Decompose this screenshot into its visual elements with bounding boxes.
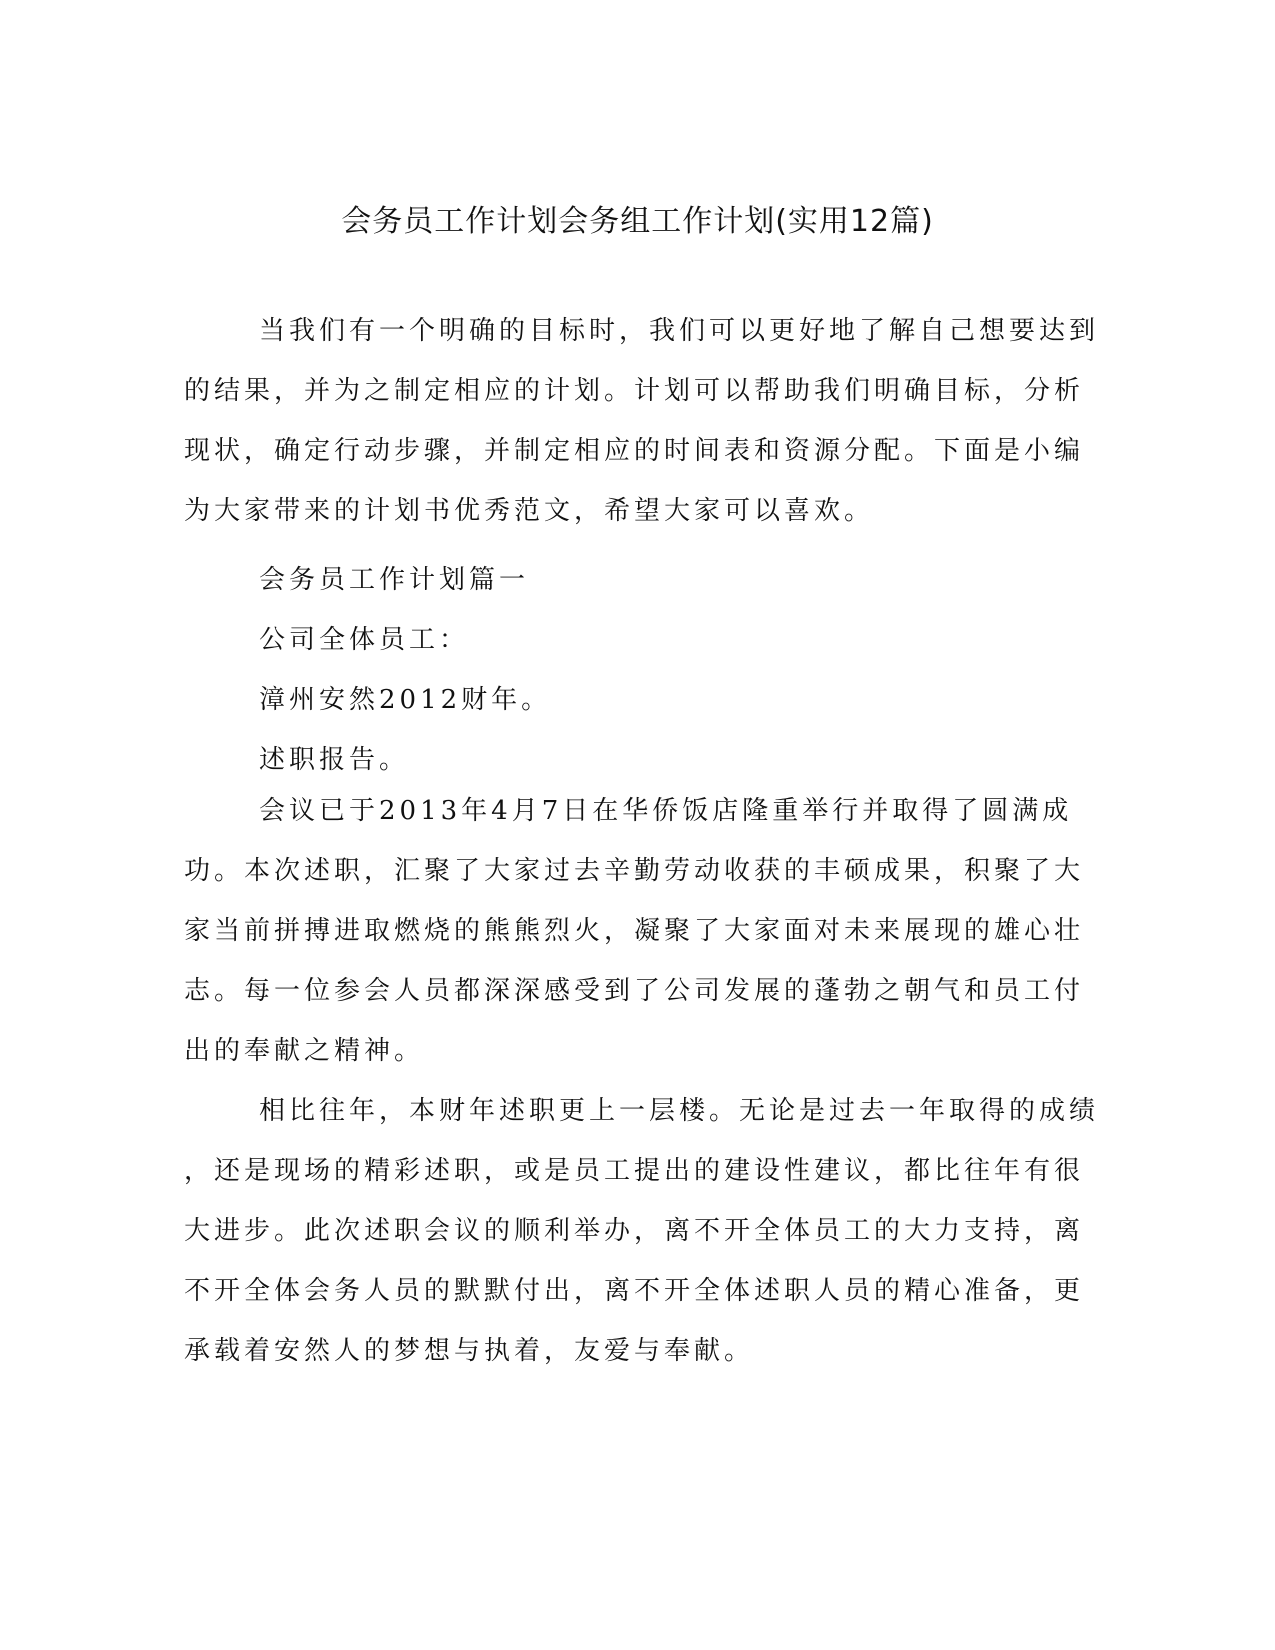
paragraph-line: 家当前拼搏进取燃烧的熊熊烈火，凝聚了大家面对未来展现的雄心壮 [184, 916, 1085, 946]
paragraph-intro [184, 310, 1100, 550]
paragraph-line: 的结果，并为之制定相应的计划。计划可以帮助我们明确目标，分析 [184, 376, 1085, 406]
paragraph-comparison [184, 1090, 1100, 1390]
paragraph-line: 大进步。此次述职会议的顺利举办，离不开全体员工的大力支持，离 [184, 1216, 1085, 1246]
document-body [184, 310, 1100, 1390]
document-title: 会务员工作计划会务组工作计划(实用12篇) [341, 204, 934, 239]
paragraph-line: 当我们有一个明确的目标时，我们可以更好地了解自己想要达到 [259, 316, 1100, 346]
paragraph-line: 承载着安然人的梦想与执着，友爱与奉献。 [184, 1336, 755, 1366]
paragraph-line: 会议已于2013年4月7日在华侨饭店隆重举行并取得了圆满成 [259, 796, 1073, 826]
paragraph-line: 为大家带来的计划书优秀范文，希望大家可以喜欢。 [184, 496, 875, 526]
paragraph-short: 述职报告。 [259, 745, 410, 775]
paragraph-line: 出的奉献之精神。 [184, 1036, 425, 1066]
paragraph-short: 漳州安然2012财年。 [259, 685, 552, 715]
paragraph-line: 相比往年，本财年述职更上一层楼。无论是过去一年取得的成绩 [259, 1096, 1100, 1126]
paragraph-line: 不开全体会务人员的默默付出，离不开全体述职人员的精心准备，更 [184, 1276, 1085, 1306]
paragraph-line: ，还是现场的精彩述职，或是员工提出的建设性建议，都比往年有很 [184, 1156, 1085, 1186]
paragraph-line: 现状，确定行动步骤，并制定相应的时间表和资源分配。下面是小编 [184, 436, 1085, 466]
salutation: 公司全体员工： [259, 625, 470, 655]
paragraph-meeting [184, 790, 1085, 1090]
paragraph-line: 志。每一位参会人员都深深感受到了公司发展的蓬勃之朝气和员工付 [184, 976, 1085, 1006]
section-heading: 会务员工作计划篇一 [259, 565, 530, 595]
paragraph-line: 功。本次述职，汇聚了大家过去辛勤劳动收获的丰硕成果，积聚了大 [184, 856, 1085, 886]
